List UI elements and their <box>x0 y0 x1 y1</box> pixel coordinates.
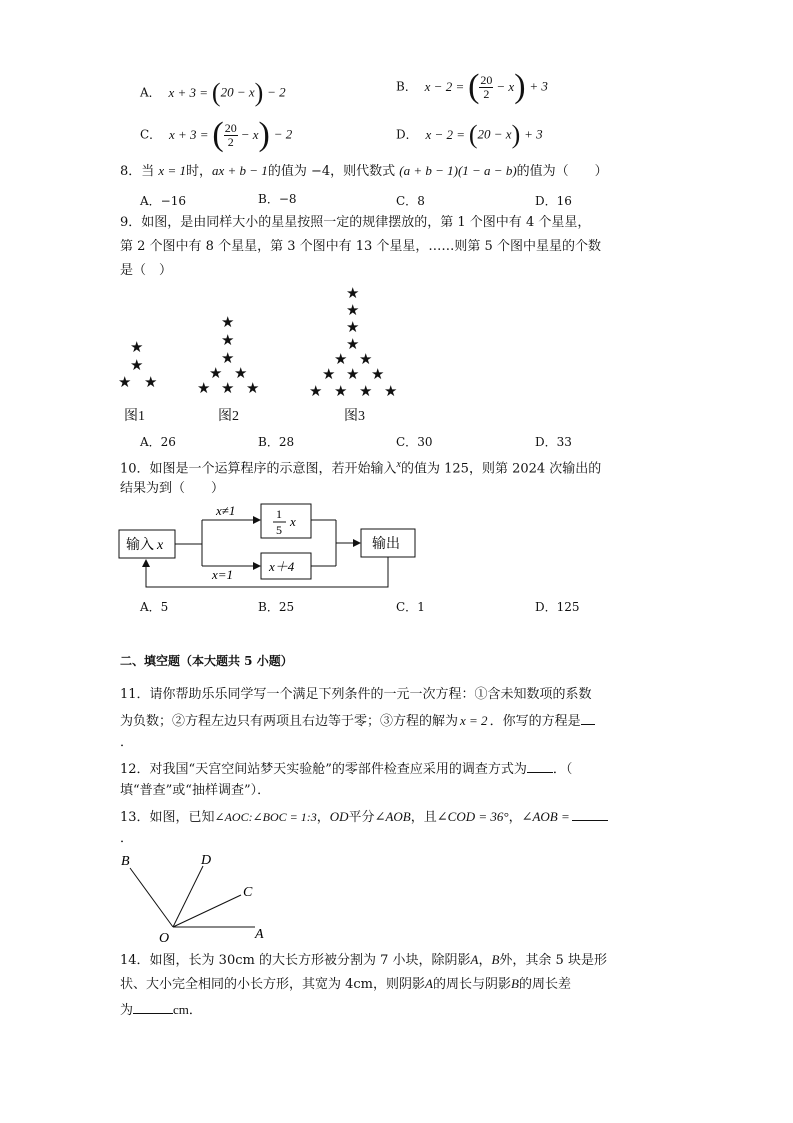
star-icon: ★ <box>130 356 144 374</box>
option-lhs: x − 2 = <box>425 126 466 142</box>
flow-merge-lines <box>311 520 360 566</box>
star-icon: ★ <box>346 284 360 302</box>
star-icon: ★ <box>221 313 235 331</box>
fraction: $\frac{20}{2}$ <box>224 120 237 149</box>
fraction: $\frac{20}{2}$ <box>480 72 493 101</box>
star-icon: ★ <box>221 349 235 367</box>
point-label-d: D <box>201 853 212 868</box>
star-icon: ★ <box>322 365 336 383</box>
q13-line-2: ． <box>120 831 134 846</box>
option-tail: − 2 <box>267 84 286 100</box>
q8-expression-2: (a + b − 1)(1 − a − b) <box>399 163 517 178</box>
q14-line-1: 14．如图，长为 30cm 的大长方形被分割为 7 小块，除阴影A，B外，其余 5 块是形 <box>120 952 607 968</box>
q7-option-a[interactable] <box>140 78 286 108</box>
paren-close: ) <box>254 78 264 107</box>
q10-variable: x <box>396 459 401 470</box>
point-label-b: B <box>121 854 130 869</box>
star-icon: ★ <box>371 365 385 383</box>
star-icon: ★ <box>384 382 398 400</box>
q10-option-d[interactable]: D．125 <box>535 600 580 614</box>
figure-label-2: 图2 <box>218 409 239 424</box>
q9-option-b[interactable]: B．28 <box>258 435 295 449</box>
option-lhs: x + 3 = <box>169 126 209 142</box>
q7-option-b[interactable] <box>396 68 548 106</box>
q10-option-a[interactable]: A．5 <box>140 600 169 614</box>
q12-line-1: 12．对我国“天宫空间站梦天实验舱”的零部件检查应采用的调查方式为 ．（ <box>120 758 572 778</box>
q7-option-d[interactable] <box>396 120 543 150</box>
q10-flowchart <box>110 498 430 594</box>
q12-line-2: 填“普查”或“抽样调查”）． <box>120 783 271 798</box>
q8-expression: ax + b − 1 <box>211 163 268 178</box>
star-icon: ★ <box>197 379 211 397</box>
star-icon: ★ <box>334 350 348 368</box>
q13-ratio: ∠AOC:∠BOC = 1:3 <box>214 810 317 824</box>
q9-line-1: 9．如图，是由同样大小的星星按照一定的规律摆放的，第 1 个图中有 4 个星星， <box>120 215 591 230</box>
star-icon: ★ <box>234 364 248 382</box>
q9-option-d[interactable]: D．33 <box>535 435 572 449</box>
q7-option-c[interactable] <box>140 116 292 154</box>
q13-angle-aob-2: ∠AOB = <box>521 809 570 824</box>
star-icon: ★ <box>346 301 360 319</box>
option-label: B． <box>396 79 417 94</box>
point-label-c: C <box>243 885 253 900</box>
star-icon: ★ <box>346 365 360 383</box>
q9-option-c[interactable]: C．30 <box>396 435 433 449</box>
option-label: C． <box>140 127 162 142</box>
ray-oc <box>173 895 241 927</box>
option-tail: + 3 <box>524 126 543 142</box>
option-tail: + 3 <box>529 78 548 94</box>
flow-op-top-box <box>261 504 311 538</box>
q10-line-2: 结果为到（ ） <box>120 481 225 496</box>
star-icon: ★ <box>246 379 260 397</box>
svg-text:5: 5 <box>276 523 282 537</box>
svg-text:x: x <box>157 538 164 553</box>
q11-line-1: 11．请你帮助乐乐同学写一个满足下列条件的一元一次方程：①含未知数项的系数 <box>120 687 592 702</box>
answer-blank[interactable] <box>572 806 608 821</box>
star-icon: ★ <box>334 382 348 400</box>
flow-branch-lines <box>175 520 260 566</box>
svg-text:输入: 输入 <box>126 538 154 553</box>
region-b: B <box>491 952 500 967</box>
q11-line-3: ． <box>120 735 134 750</box>
q10-option-b[interactable]: B．25 <box>258 600 295 614</box>
q8-question: 8．当 x = 1时，ax + b − 1的值为 −4，则代数式 (a + b − 1)(1 − a − b)的值为（ ） <box>120 163 608 179</box>
paren-open: ( <box>211 78 221 107</box>
q8-option-c[interactable]: C．8 <box>396 194 425 208</box>
flow-op-bottom-box <box>261 553 311 579</box>
option-body: 20 − x <box>220 84 255 100</box>
q8-option-a[interactable]: A．−16 <box>140 194 186 208</box>
q8-option-d[interactable]: D．16 <box>535 194 572 208</box>
option-lhs: x − 2 = <box>424 78 465 94</box>
option-label: A． <box>140 85 161 100</box>
q10-line-1: 10．如图是一个运算程序的示意图，若开始输入$^x$的值为 125，则第 2024 次输出的 <box>120 459 602 477</box>
star-icon: ★ <box>221 331 235 349</box>
option-label: D． <box>396 127 418 142</box>
paren-close: ) <box>514 68 526 105</box>
paren-close: ) <box>511 120 521 149</box>
star-icon: ★ <box>346 335 360 353</box>
q13-od: OD <box>329 809 349 824</box>
figure-label-1: 图1 <box>124 409 145 424</box>
ray-ob <box>130 868 173 927</box>
svg-text:1: 1 <box>276 507 282 521</box>
point-label-a: A <box>255 927 264 942</box>
star-icon: ★ <box>346 318 360 336</box>
unit: cm <box>173 1002 189 1017</box>
paren-open: ( <box>212 116 224 153</box>
q14-line-3: 为 cm． <box>120 999 202 1019</box>
q9-option-a[interactable]: A．26 <box>140 435 176 449</box>
q13-angle-aob: ∠AOB <box>374 809 411 824</box>
answer-blank[interactable] <box>527 758 553 773</box>
ray-od <box>173 866 203 927</box>
q14-line-2: 状、大小完全相同的小长方形，其宽为 4cm，则阴影A的周长与阴影B的周长差 <box>120 976 571 992</box>
paren-open: ( <box>468 120 478 149</box>
paren-close: ) <box>258 116 270 153</box>
q8-option-b[interactable]: B．−8 <box>258 192 297 206</box>
section-heading: 二、填空题（本大题共 5 小题） <box>120 654 293 668</box>
flow-condition-bottom: x=1 <box>212 567 234 582</box>
star-icon: ★ <box>359 350 373 368</box>
q13-angle-figure <box>115 850 275 946</box>
option-body: 20 − x <box>477 126 512 142</box>
option-tail: − 2 <box>273 126 293 142</box>
star-icon: ★ <box>130 338 144 356</box>
q13-line-1: 13．如图，已知∠AOC:∠BOC = 1:3，OD平分∠AOB，且∠COD = 36°，∠AOB = <box>120 806 608 826</box>
q9-line-2: 第 2 个图中有 8 个星星，第 3 个图中有 13 个星星，……则第 5 个图中星星的个数 <box>120 239 601 254</box>
star-icon: ★ <box>359 382 373 400</box>
svg-text:x＋4: x＋4 <box>269 559 295 574</box>
answer-blank[interactable] <box>581 710 595 725</box>
star-icon: ★ <box>221 379 235 397</box>
star-icon: ★ <box>309 382 323 400</box>
svg-text:输出: 输出 <box>372 537 400 552</box>
star-icon: ★ <box>118 373 132 391</box>
star-icon: ★ <box>209 364 223 382</box>
q13-angle-cod: ∠COD = 36° <box>436 809 509 824</box>
option-body: − x <box>496 78 515 94</box>
answer-blank[interactable] <box>133 999 173 1014</box>
q11-line-2: 为负数；②方程左边只有两项且右边等于零；③方程的解为 x = 2 ．你写的方程是 <box>120 710 595 730</box>
option-body: − x <box>240 126 259 142</box>
star-icon: ★ <box>144 373 158 391</box>
svg-text:x: x <box>290 514 296 529</box>
q9-line-3: 是（ ） <box>120 263 173 278</box>
paren-open: ( <box>468 68 480 105</box>
figure-label-3: 图3 <box>344 409 365 424</box>
q10-option-c[interactable]: C．1 <box>396 600 425 614</box>
region-a: A <box>470 952 479 967</box>
option-lhs: x + 3 = <box>168 84 209 100</box>
flow-condition-top: x≠1 <box>216 503 236 518</box>
q8-condition: x = 1 <box>158 163 186 178</box>
flow-input-box <box>119 530 175 558</box>
q11-solution: x = 2 <box>460 713 488 728</box>
point-label-o: O <box>159 931 170 946</box>
flow-output-box <box>361 529 415 557</box>
